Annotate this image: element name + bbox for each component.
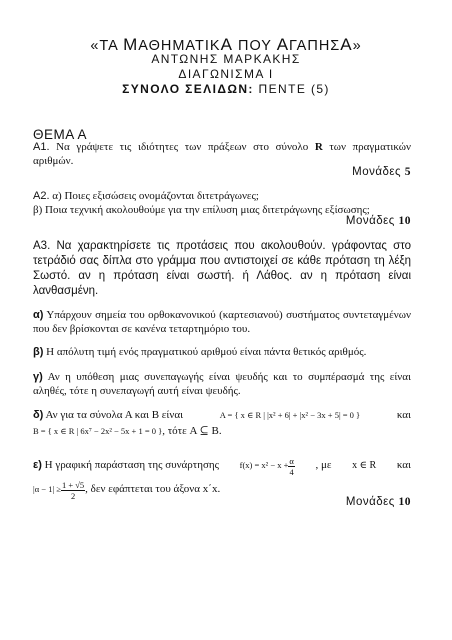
statement-e-intro bbox=[33, 459, 219, 473]
inequality-fraction-denominator: 2 bbox=[70, 490, 76, 501]
section-title: ΘΕΜΑ Α bbox=[33, 127, 88, 142]
marks-a2 bbox=[33, 215, 411, 229]
statement-g bbox=[33, 371, 411, 398]
marks-a2-value: 10 bbox=[398, 215, 411, 227]
question-a1 bbox=[33, 141, 411, 168]
statement-d-line-2 bbox=[33, 424, 411, 440]
function-formula-left: f(x) = x² − x + bbox=[239, 460, 289, 471]
marks-a3 bbox=[33, 496, 411, 510]
statement-e-with: , με bbox=[315, 459, 332, 472]
statement-e-text: Η γραφική παράσταση της συνάρτησης bbox=[41, 459, 220, 472]
function-fraction-denominator: 4 bbox=[289, 466, 294, 477]
exam-name: ΔΙΑΓΩΝΙΣΜΑ Ι bbox=[178, 67, 274, 81]
statement-d-line-1 bbox=[33, 408, 411, 424]
marks-a3-label: Μονάδες bbox=[345, 496, 399, 508]
question-a3-intro bbox=[33, 239, 411, 299]
question-a2-part-b: β) Ποια τεχνική ακολουθούμε για την επίλυση μιας διτετράγωνης εξίσωσης; bbox=[33, 203, 370, 216]
function-formula bbox=[240, 456, 295, 477]
statement-e-conclusion: , δεν εφάπτεται του άξονα x΄x. bbox=[85, 483, 221, 496]
question-a3-intro-text: Να χαρακτηρίσετε τις προτάσεις που ακολουθούν. γράφοντας στο τετράδιό σας δίπλα στο γράμμα που αντιστοιχεί σε κάθε πρόταση τη λέξη Σωστό. αν η πρόταση είναι σωστή. ή Λάθος. αν η πρόταση είναι λανθασμένη. bbox=[33, 240, 411, 297]
title-close: » bbox=[352, 38, 362, 54]
statement-d-conclusion: , τότε A ⊆ B. bbox=[162, 425, 222, 438]
statement-d-intro bbox=[33, 409, 183, 423]
set-a-formula: A = { x ∈ R | |x² + 6| + |x² − 3x + 5| = 0 } bbox=[219, 410, 361, 421]
question-a2-part-a: α) Ποιες εξισώσεις ονομάζονται διτετράγωνες; bbox=[49, 190, 259, 202]
title-cap-m: Μ bbox=[123, 35, 139, 54]
statement-e-and: και bbox=[396, 459, 411, 472]
marks-a1 bbox=[33, 166, 411, 180]
statement-a bbox=[33, 309, 411, 336]
inequality-fraction-numerator: 1 + √5 bbox=[61, 479, 85, 490]
marks-a1-label: Μονάδες bbox=[352, 166, 405, 178]
marks-a1-value: 5 bbox=[404, 166, 411, 178]
statement-d-label: δ) bbox=[33, 409, 44, 422]
title-cap-a3: Α bbox=[340, 35, 353, 54]
title-mid-2: ΠΟΥ bbox=[232, 38, 277, 54]
statement-e-label: ε) bbox=[33, 459, 42, 472]
statement-b-label: β) bbox=[33, 346, 44, 358]
title-mid-3: ΓΑΠΗΣ bbox=[289, 38, 341, 54]
question-a1-text: Να γράψετε τις ιδιότητες των πράξεων στο σύνολο bbox=[49, 141, 315, 153]
question-a1-label: Α1. bbox=[33, 141, 50, 153]
question-a2-label: Α2. bbox=[33, 190, 50, 202]
real-set-symbol: R bbox=[314, 141, 323, 153]
statement-d-and: και bbox=[396, 409, 411, 422]
statement-b-text: Η απόλυτη τιμή ενός πραγματικού αριθμού είναι πάντα θετικός αριθμός. bbox=[43, 346, 367, 358]
abs-inequality-left: |α − 1| ≥ bbox=[33, 484, 61, 495]
statement-a-label: α) bbox=[33, 309, 44, 321]
page-count-label: ΣΥΝΟΛΟ ΣΕΛΙΔΩΝ: bbox=[122, 82, 254, 96]
marks-a2-label: Μονάδες bbox=[345, 215, 399, 227]
title-cap-a2: Α bbox=[276, 35, 290, 54]
set-b-formula: B = { x ∈ R | 6x⁷ − 2x² − 5x + 1 = 0 } bbox=[33, 426, 163, 437]
title-mid-1: ΑΘΗΜΑΤΙΚ bbox=[138, 38, 221, 54]
statement-e-line-1 bbox=[33, 455, 411, 477]
page-count bbox=[0, 82, 452, 96]
statement-d-text: Αν για τα σύνολα Α και Β είναι bbox=[43, 409, 184, 422]
question-a3-label: Α3. bbox=[33, 240, 51, 252]
title-cap-a1: Α bbox=[220, 35, 233, 54]
function-fraction bbox=[288, 456, 294, 477]
statement-g-text: Αν η υπόθεση μιας συνεπαγωγής είναι ψευδής και το συμπέρασμά της είναι αληθές, τότε η συνεπαγωγή αυτή είναι ψευδής. bbox=[33, 371, 411, 397]
statement-g-label: γ) bbox=[33, 371, 43, 383]
title-open: «ΤΑ bbox=[90, 38, 124, 54]
marks-a3-value: 10 bbox=[398, 496, 411, 508]
author-name: ΑΝΤΩΝΗΣ ΜΑΡΚΑΚΗΣ bbox=[151, 52, 301, 66]
statement-d bbox=[33, 408, 411, 440]
statement-b bbox=[33, 346, 411, 360]
function-fraction-numerator: α bbox=[289, 455, 294, 466]
page-count-value: ΠΕΝΤΕ (5) bbox=[253, 82, 330, 96]
question-a1-text-end: των πραγματικών αριθμών. bbox=[33, 141, 411, 167]
statement-a-text: Υπάρχουν σημεία του ορθοκανονικού (καρτεσιανού) συστήματος συντεταγμένων που δεν βρίσκονται σε κανένα τεταρτημόριο του. bbox=[33, 309, 411, 335]
question-a2 bbox=[33, 190, 411, 217]
domain-condition: x ∈ R bbox=[352, 460, 377, 472]
